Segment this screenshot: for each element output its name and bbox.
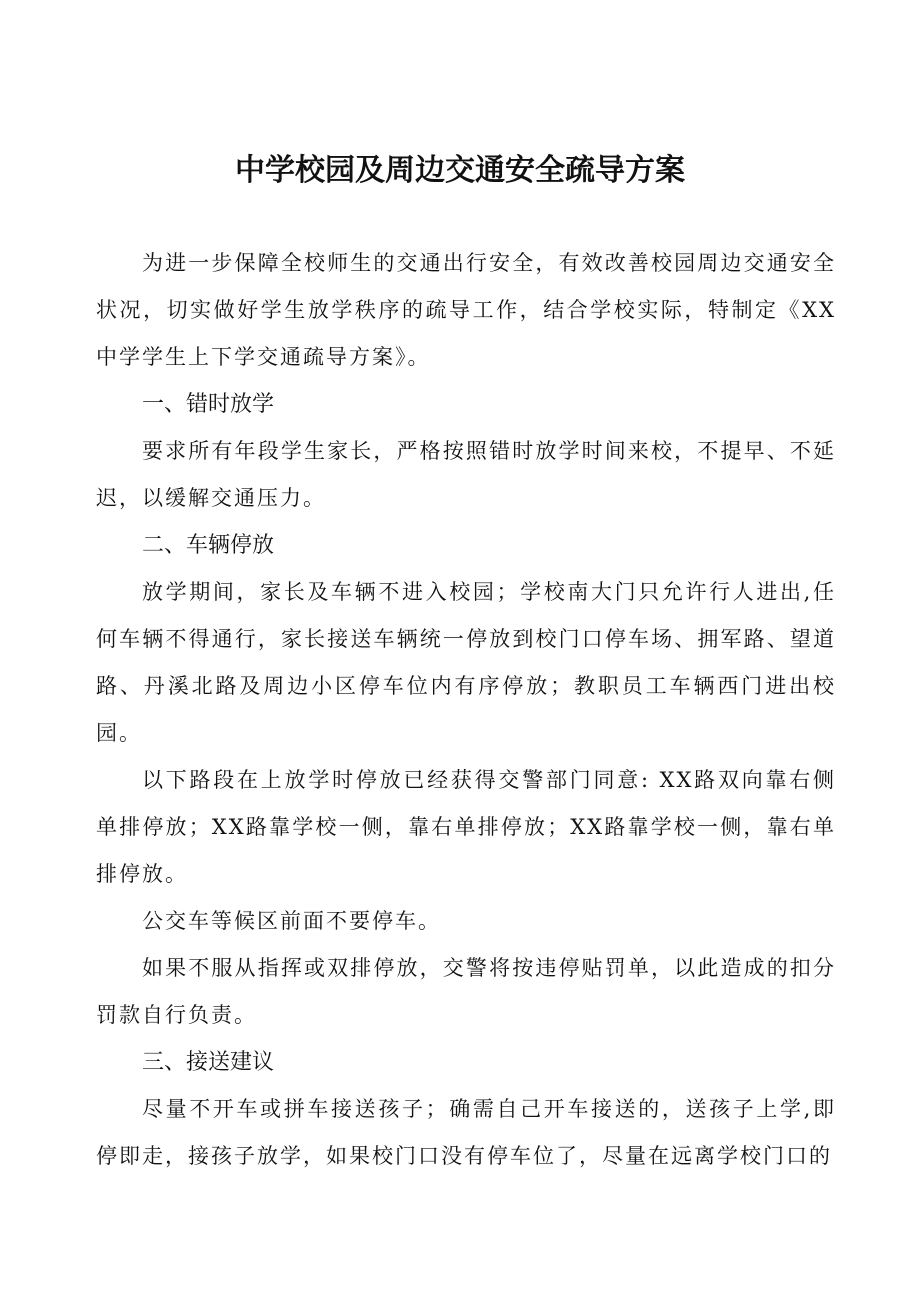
document-body	[96, 240, 836, 1180]
section-2-paragraph-2: 以下路段在上放学时停放已经获得交警部门同意: XX路双向靠右侧单排停放；XX路靠学校一侧，靠右单排停放；XX路靠学校一侧，靠右单排停放。	[96, 768, 836, 886]
section-2-paragraph-1: 放学期间，家长及车辆不进入校园；学校南大门只允许行人进出,任何车辆不得通行，家长接送车辆统一停放到校门口停车场、拥军路、望道路、丹溪北路及周边小区停车位内有序停放；教职员工车辆西门进出校园。	[96, 580, 836, 745]
document-title: 中学校园及周边交通安全疏导方案	[235, 153, 685, 188]
section-heading-vehicle-parking: 二、车辆停放	[142, 533, 275, 558]
section-heading-staggered-dismissal: 一、错时放学	[142, 392, 275, 417]
section-3-paragraph-1: 尽量不开车或拼车接送孩子；确需自己开车接送的，送孩子上学,即停即走，接孩子放学，如果校门口没有停车位了，尽量在远离学校门口的	[96, 1097, 836, 1168]
section-2-paragraph-3: 公交车等候区前面不要停车。	[142, 909, 441, 933]
section-2-paragraph-4: 如果不服从指挥或双排停放，交警将按违停贴罚单，以此造成的扣分罚款自行负责。	[96, 956, 836, 1027]
intro-paragraph: 为进一步保障全校师生的交通出行安全，有效改善校园周边交通安全状况，切实做好学生放学秩序的疏导工作，结合学校实际，特制定《XX中学学生上下学交通疏导方案》。	[96, 251, 836, 369]
section-1-paragraph-1: 要求所有年段学生家长，严格按照错时放学时间来校，不提早、不延迟，以缓解交通压力。	[96, 439, 836, 510]
section-heading-pickup-suggestions: 三、接送建议	[142, 1050, 275, 1075]
